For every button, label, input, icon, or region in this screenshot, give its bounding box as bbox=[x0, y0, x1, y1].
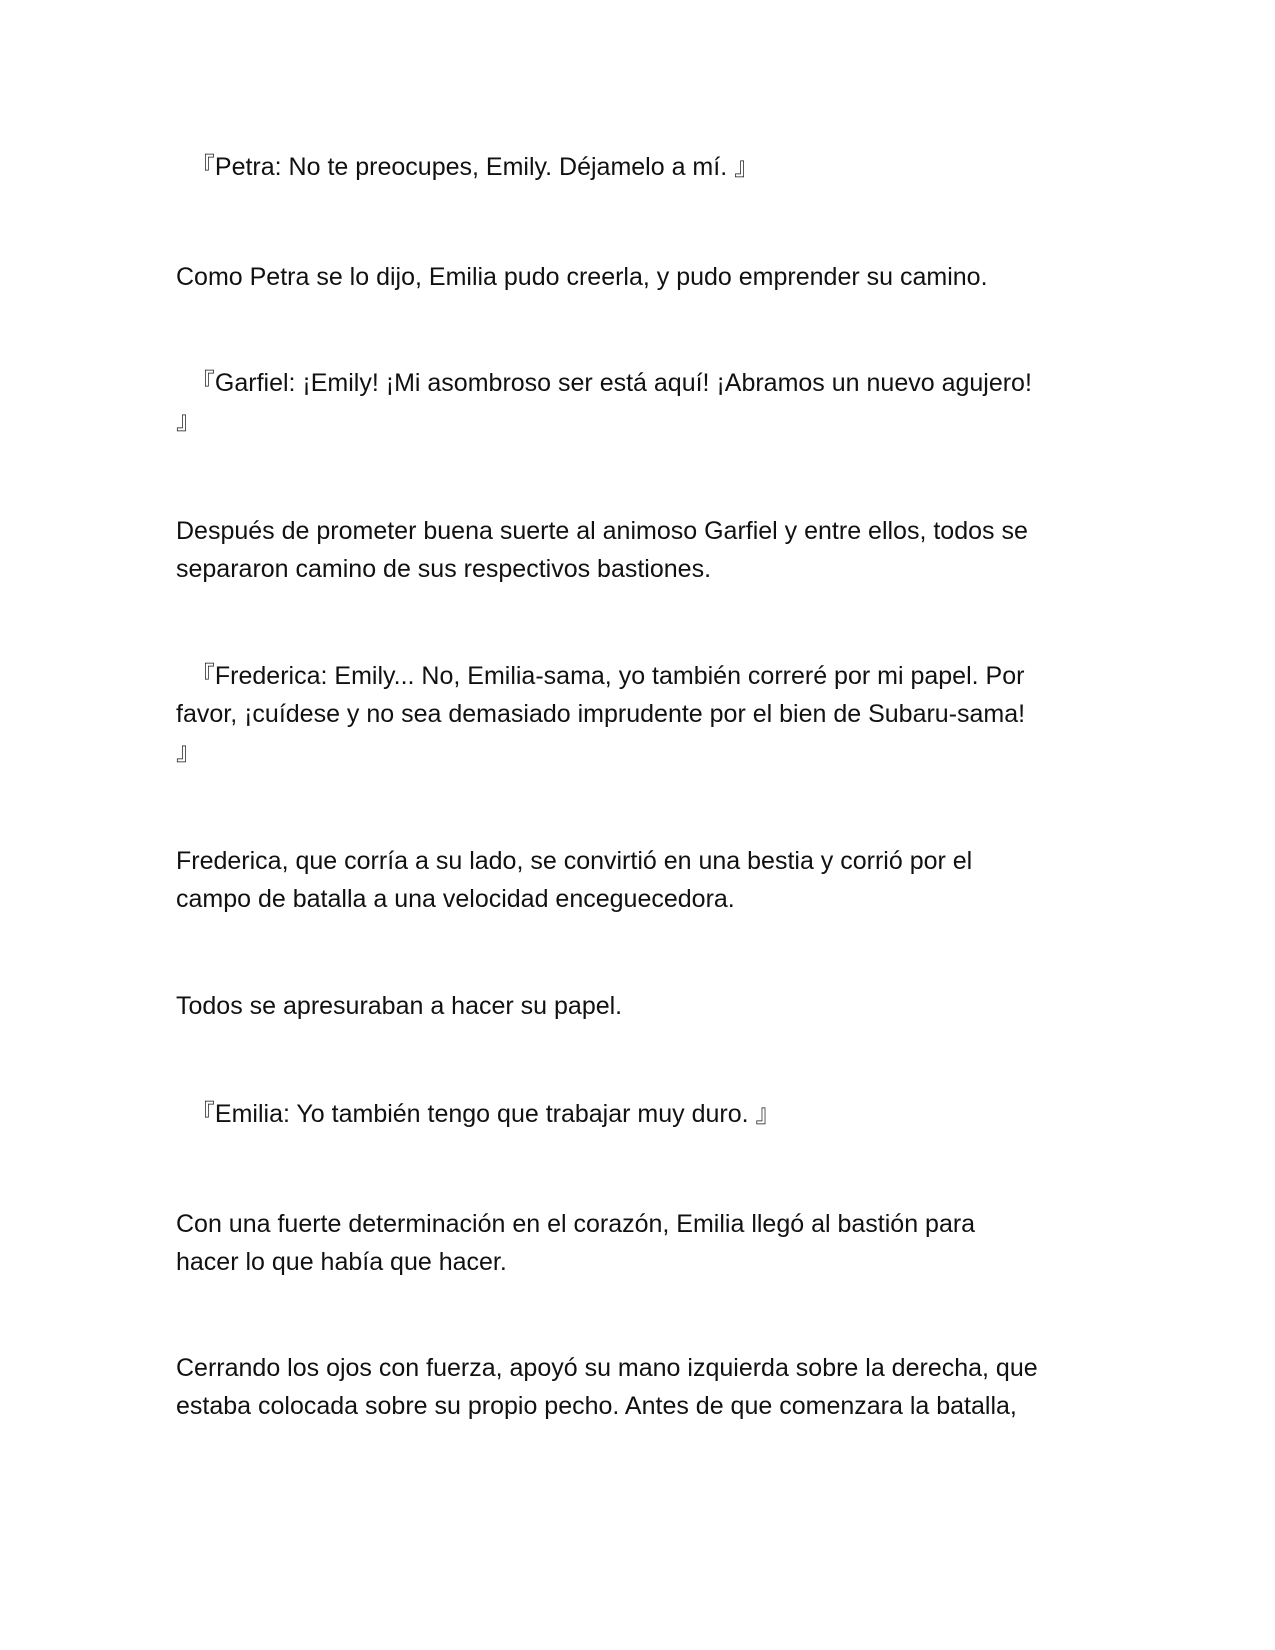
dialogue-frederica: 『Frederica: Emily... No, Emilia-sama, yo también correré por mi papel. Por favor, ¡cuídese y no sea demasiado imprudente por el bien de Subaru-sama! 』 bbox=[176, 662, 1026, 766]
dialogue-petra: 『Petra: No te preocupes, Emily. Déjamelo a mí. 』 bbox=[176, 153, 760, 181]
dialogue-emilia: 『Emilia: Yo también tengo que trabajar muy duro. 』 bbox=[176, 1100, 781, 1128]
dialogue-garfiel: 『Garfiel: ¡Emily! ¡Mi asombroso ser está aquí! ¡Abramos un nuevo agujero! 』 bbox=[176, 369, 1032, 435]
narration-paragraph: Como Petra se lo dijo, Emilia pudo creerla, y pudo emprender su camino. bbox=[176, 263, 988, 291]
narration-paragraph: Después de prometer buena suerte al animoso Garfiel y entre ellos, todos se separaron camino de sus respectivos bastiones. bbox=[176, 517, 1028, 583]
narration-paragraph: Cerrando los ojos con fuerza, apoyó su mano izquierda sobre la derecha, que estaba colocada sobre su propio pecho. Antes de que comenzara la batalla, bbox=[176, 1354, 1038, 1420]
narration-paragraph: Frederica, que corría a su lado, se convirtió en una bestia y corrió por el campo de batalla a una velocidad enceguecedora. bbox=[176, 847, 973, 913]
narration-paragraph: Todos se apresuraban a hacer su papel. bbox=[176, 992, 623, 1020]
narration-paragraph: Con una fuerte determinación en el corazón, Emilia llegó al bastión para hacer lo que había que hacer. bbox=[176, 1210, 976, 1276]
